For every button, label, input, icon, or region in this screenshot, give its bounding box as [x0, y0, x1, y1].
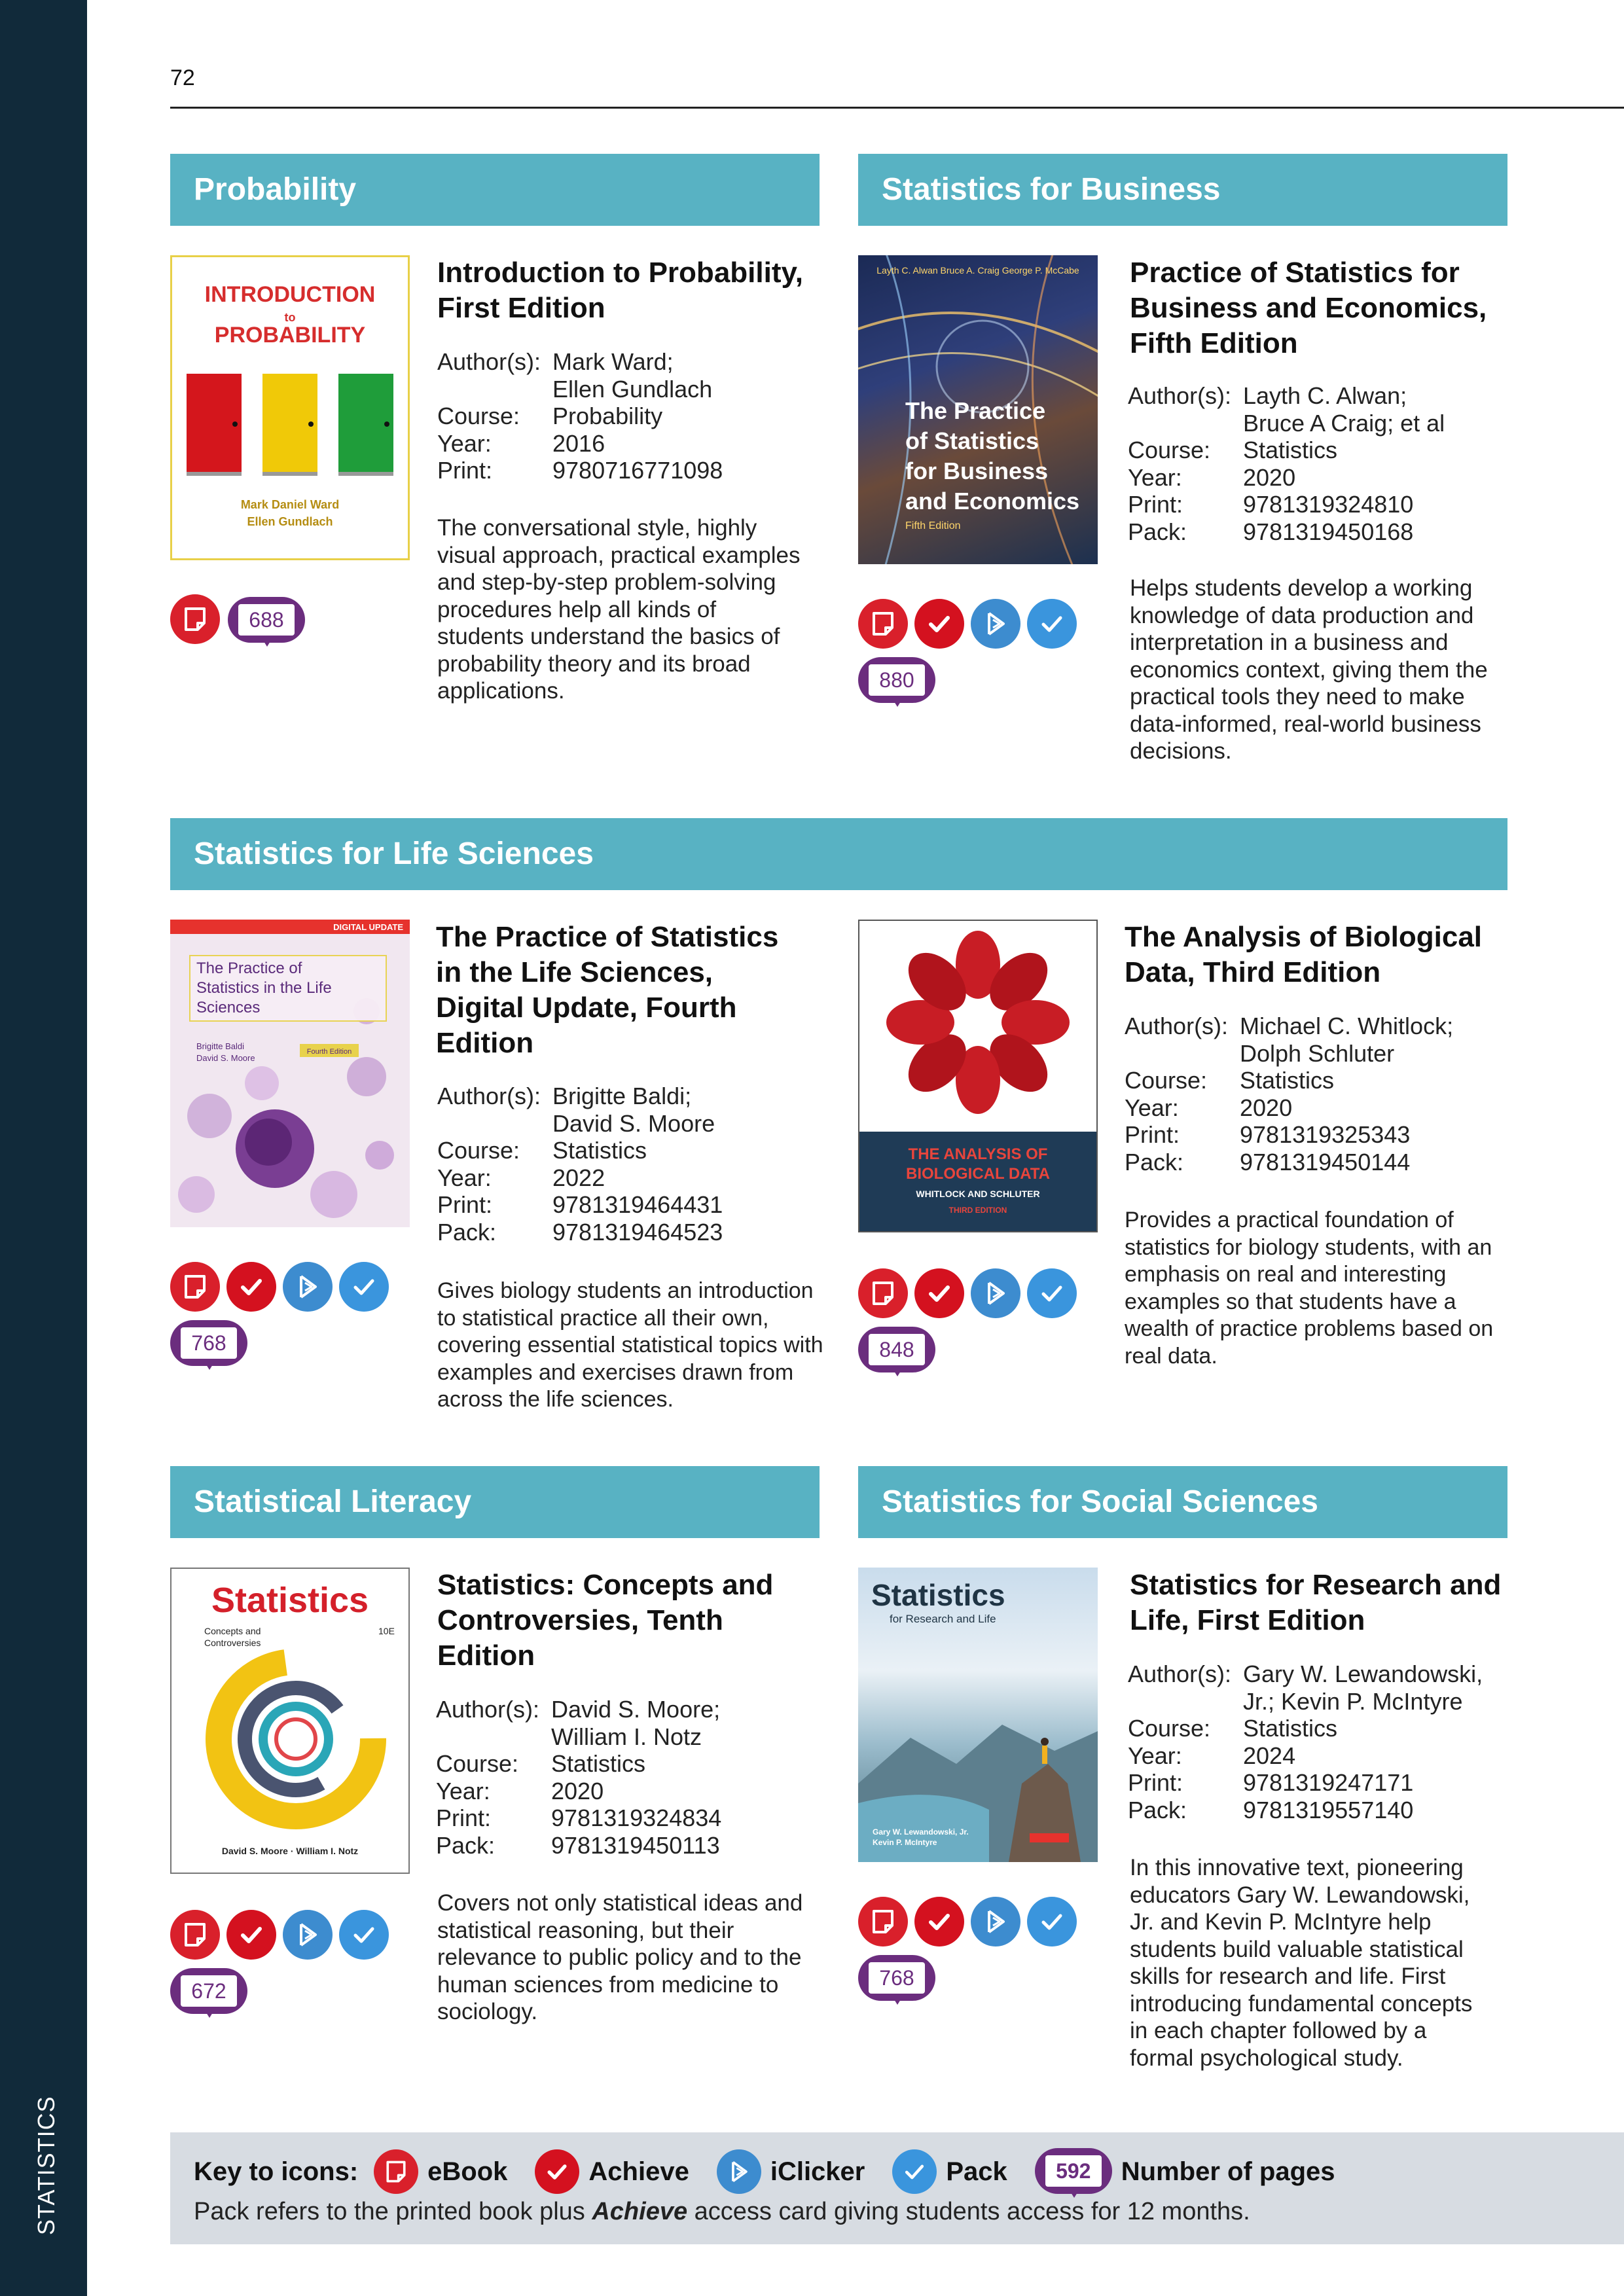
butterfly-ring [886, 931, 1070, 1114]
cover-title-line1: THE ANALYSIS OF [908, 1145, 1048, 1163]
author2: William I. Notz [551, 1723, 702, 1750]
key-pack-label: Pack [946, 2157, 1007, 2186]
book-meta-biological-data [1125, 1013, 1517, 1175]
year: 2020 [1240, 1094, 1293, 1121]
cover-title-line3: PROBABILITY [214, 323, 366, 348]
cover-art [171, 1569, 408, 1873]
cover-title-line1: Statistics [871, 1578, 1005, 1612]
page-count-badge-social-sciences [858, 1955, 935, 2007]
author1: Gary W. Lewandowski, [1243, 1660, 1483, 1687]
label-print: Print: [437, 1191, 493, 1218]
key-heading: Key to icons: [194, 2157, 359, 2186]
pack-icon[interactable] [1027, 599, 1077, 649]
cover-art [858, 255, 1098, 564]
achieve-icon[interactable] [914, 1897, 964, 1946]
label-pack: Pack: [436, 1831, 496, 1859]
page-count: 848 [869, 1334, 925, 1365]
page-count-badge-business [858, 657, 935, 709]
pack-icon[interactable] [339, 1262, 389, 1312]
label-print: Print: [1125, 1121, 1180, 1148]
achieve-icon[interactable] [914, 1268, 964, 1318]
book-title-business[interactable]: Practice of Statistics for Business and Economics, Fifth Edition [1130, 257, 1487, 359]
course: Statistics [552, 1137, 647, 1164]
section-banner-social-sciences: Statistics for Social Sciences [858, 1466, 1507, 1538]
cover-edition: Fifth Edition [905, 520, 961, 531]
concentric-rings [219, 1662, 373, 1816]
cover-author2: Kevin P. McIntyre [873, 1838, 937, 1847]
print-isbn: 9781319464431 [552, 1191, 723, 1218]
page-count: 688 [238, 604, 295, 636]
label-authors: Author(s): [437, 348, 541, 375]
iclicker-icon[interactable] [283, 1910, 333, 1960]
page-count: 880 [869, 664, 925, 696]
cover-title-line2: of Statistics [905, 427, 1039, 454]
cover-title-line2: for Research and Life [890, 1613, 996, 1625]
cover-author1: Mark Daniel Ward [240, 498, 340, 511]
book-cover-probability[interactable] [170, 255, 410, 560]
label-course: Course: [1128, 437, 1211, 463]
label-year: Year: [1125, 1094, 1179, 1121]
ebook-icon [374, 2149, 418, 2194]
label-course: Course: [1125, 1067, 1208, 1094]
label-year: Year: [1128, 1742, 1182, 1769]
iclicker-icon[interactable] [283, 1262, 333, 1312]
print-isbn: 9781319325343 [1240, 1121, 1411, 1148]
label-authors: Author(s): [436, 1696, 540, 1723]
book-meta-business [1128, 382, 1521, 545]
label-print: Print: [436, 1804, 492, 1831]
header-rule [170, 107, 1624, 109]
achieve-icon[interactable] [226, 1262, 276, 1312]
pack-isbn: 9781319450144 [1240, 1148, 1411, 1175]
author1: Brigitte Baldi; [552, 1083, 692, 1109]
book-meta-literacy [436, 1696, 822, 1859]
author1: Mark Ward; [552, 348, 674, 375]
page-count: 768 [869, 1962, 925, 1994]
label-print: Print: [1128, 491, 1183, 518]
pack-icon[interactable] [1027, 1897, 1077, 1946]
book-cover-literacy[interactable] [170, 1568, 410, 1874]
year: 2022 [552, 1164, 605, 1191]
cover-title-line3: Sciences [196, 999, 261, 1016]
icon-row-life-sciences [170, 1262, 389, 1312]
book-title-social-sciences[interactable]: Statistics for Research and Life, First Edition [1130, 1569, 1502, 1636]
book-description-life-sciences: Gives biology students an introduction to statistical practice all their own, covering essential statistical topics with examples and exercises drawn from across the life sciences. [437, 1278, 823, 1412]
label-course: Course: [436, 1750, 519, 1777]
cover-title-line2: Statistics in the Life [196, 979, 332, 997]
section-banner-life-sciences: Statistics for Life Sciences [170, 818, 1507, 890]
key-ebook-label: eBook [427, 2157, 508, 2186]
page-count: 672 [181, 1975, 237, 2007]
print-isbn: 9781319324810 [1243, 491, 1414, 518]
book-meta-social-sciences [1128, 1660, 1521, 1823]
section-banner-literacy: Statistical Literacy [170, 1466, 820, 1538]
cover-title-line1: The Practice of [196, 960, 302, 977]
cover-authors: WHITLOCK AND SCHLUTER [916, 1189, 1040, 1199]
cover-art [170, 920, 410, 1227]
iclicker-icon[interactable] [971, 1897, 1020, 1946]
label-print: Print: [1128, 1769, 1183, 1796]
book-cover-business[interactable] [858, 255, 1098, 564]
cover-title-line1: INTRODUCTION [204, 282, 376, 307]
cover-title-line2: Concepts and [204, 1626, 261, 1636]
icon-row-social-sciences [858, 1897, 1077, 1946]
icon-row-business [858, 599, 1077, 649]
label-year: Year: [436, 1777, 490, 1804]
book-cover-biological-data[interactable] [858, 920, 1098, 1232]
cover-title-line3: for Business [905, 457, 1049, 484]
author1: David S. Moore; [551, 1696, 721, 1723]
cover-title-line1: Statistics [211, 1581, 369, 1620]
key-note-end: access card giving students access for 12 months. [687, 2198, 1250, 2225]
ebook-icon[interactable] [858, 1897, 908, 1946]
achieve-icon[interactable] [914, 599, 964, 649]
achieve-icon[interactable] [226, 1910, 276, 1960]
iclicker-icon[interactable] [971, 599, 1020, 649]
author2: Bruce A Craig; et al [1243, 409, 1445, 437]
cover-authors: Layth C. Alwan Bruce A. Craig George P. McCabe [876, 265, 1079, 276]
pack-icon [892, 2149, 937, 2194]
author1: Layth C. Alwan; [1243, 382, 1407, 409]
ebook-icon[interactable] [170, 1262, 220, 1312]
print-isbn: 9781319247171 [1243, 1769, 1414, 1796]
label-authors: Author(s): [1125, 1013, 1229, 1039]
label-course: Course: [437, 403, 520, 429]
page-count: 768 [181, 1327, 237, 1359]
book-meta-life-sciences [437, 1083, 804, 1246]
page-count-badge-literacy [170, 1968, 247, 2020]
section-banner-probability: Probability [170, 154, 820, 226]
cover-author2: Ellen Gundlach [247, 515, 333, 528]
key-achieve-label: Achieve [588, 2157, 689, 2186]
ebook-icon[interactable] [170, 1910, 220, 1960]
key-note [194, 2198, 1250, 2226]
print-isbn: 9780716771098 [552, 457, 723, 484]
pack-icon[interactable] [339, 1910, 389, 1960]
cover-author1: Brigitte Baldi [196, 1041, 244, 1051]
key-pages-badge [1035, 2148, 1112, 2200]
book-description-business: Helps students develop a working knowledge of data production and interpretation in a business and economics context, giving them the practical tools they need to make data-informed, real-world business decisions. [1130, 575, 1488, 764]
cover-edition: THIRD EDITION [948, 1206, 1007, 1215]
label-year: Year: [437, 429, 492, 457]
section-banner-business: Statistics for Business [858, 154, 1507, 226]
book-cover-social-sciences[interactable] [858, 1568, 1098, 1862]
course: Statistics [551, 1750, 646, 1777]
print-isbn: 9781319324834 [551, 1804, 722, 1831]
sidebar [0, 0, 87, 2296]
icon-key-box [170, 2132, 1624, 2244]
cover-art [172, 257, 408, 558]
cover-edition: Fourth Edition [306, 1048, 352, 1056]
iclicker-icon[interactable] [971, 1268, 1020, 1318]
page-count-badge-biological-data [858, 1327, 935, 1379]
book-description-biological-data: Provides a practical foundation of statistics for biology students, with an emphasis on real and interesting examples so that students have a wealth of practice problems based on real data. [1125, 1208, 1494, 1369]
icon-row-biological-data [858, 1268, 1077, 1318]
book-meta-probability [437, 348, 823, 484]
cover-edition: 10E [378, 1626, 395, 1636]
author2: Dolph Schluter [1240, 1039, 1395, 1067]
label-authors: Author(s): [437, 1083, 541, 1109]
course: Probability [552, 403, 663, 429]
pack-isbn: 9781319450113 [551, 1831, 720, 1859]
icon-row-probability [170, 594, 220, 644]
author2: Ellen Gundlach [552, 375, 713, 403]
cover-art [859, 921, 1096, 1231]
pack-isbn: 9781319450168 [1243, 518, 1414, 545]
author1: Michael C. Whitlock; [1240, 1013, 1454, 1039]
year: 2016 [552, 429, 605, 457]
label-course: Course: [437, 1137, 520, 1164]
cover-tag: DIGITAL UPDATE [333, 922, 403, 932]
year: 2020 [1243, 463, 1296, 491]
author2: David S. Moore [552, 1109, 715, 1137]
key-note-emphasis: Achieve [592, 2198, 688, 2225]
year: 2020 [551, 1777, 604, 1804]
label-pack: Pack: [1128, 1796, 1187, 1823]
pack-isbn: 9781319557140 [1243, 1796, 1414, 1823]
year: 2024 [1243, 1742, 1296, 1769]
icon-row-literacy [170, 1910, 389, 1960]
cover-title-line1: The Practice [905, 397, 1046, 424]
label-authors: Author(s): [1128, 382, 1232, 409]
book-cover-life-sciences[interactable] [170, 920, 410, 1227]
book-title-probability[interactable]: Introduction to Probability, First Edition [437, 257, 803, 324]
pack-icon[interactable] [1027, 1268, 1077, 1318]
page-count-badge-probability [228, 597, 305, 649]
label-pack: Pack: [437, 1218, 497, 1246]
cover-author2: David S. Moore [196, 1053, 255, 1063]
book-title-literacy[interactable]: Statistics: Concepts and Controversies, Tenth Edition [437, 1569, 774, 1672]
label-course: Course: [1128, 1715, 1211, 1742]
iclicker-icon [717, 2149, 761, 2194]
label-pack: Pack: [1128, 518, 1187, 545]
cover-art [858, 1568, 1098, 1862]
cover-authors: David S. Moore · William I. Notz [221, 1846, 359, 1856]
icon-key-row [194, 2145, 1363, 2198]
key-pages-label: Number of pages [1121, 2157, 1335, 2186]
cover-title-line3: Controversies [204, 1638, 261, 1648]
author2: Jr.; Kevin P. McIntyre [1243, 1687, 1463, 1715]
key-note-start: Pack refers to the printed book plus [194, 2198, 592, 2225]
book-description-literacy: Covers not only statistical ideas and statistical reasoning, but their relevance to public policy and to the human sciences from medicine to sociology. [437, 1890, 803, 2024]
label-print: Print: [437, 457, 493, 484]
book-description-social-sciences: In this innovative text, pioneering educators Gary W. Lewandowski, Jr. and Kevin P. McIntyre help students build valuable statistical skills for research and life. First introducing fundamental concepts in each chapter followed by a formal psychological study. [1130, 1855, 1473, 2071]
key-sample-pages: 592 [1045, 2155, 1102, 2187]
cover-title-line4: and Economics [905, 488, 1080, 514]
ebook-icon[interactable] [170, 594, 220, 644]
achieve-icon [535, 2149, 579, 2194]
cover-author1: Gary W. Lewandowski, Jr. [873, 1827, 969, 1837]
course: Statistics [1243, 437, 1338, 463]
book-title-life-sciences[interactable]: The Practice of Statistics in the Life Sciences, Digital Update, Fourth Edition [436, 921, 779, 1059]
page-number: 72 [170, 65, 195, 90]
label-pack: Pack: [1125, 1148, 1184, 1175]
ebook-icon[interactable] [858, 599, 908, 649]
cover-title-line2: BIOLOGICAL DATA [906, 1165, 1050, 1183]
course: Statistics [1243, 1715, 1338, 1742]
pack-isbn: 9781319464523 [552, 1218, 723, 1246]
course: Statistics [1240, 1067, 1335, 1094]
key-iclicker-label: iClicker [770, 2157, 865, 2186]
cover-title-line2: to [284, 311, 296, 324]
ebook-icon[interactable] [858, 1268, 908, 1318]
page-count-badge-life-sciences [170, 1320, 247, 1372]
book-description-probability: The conversational style, highly visual approach, practical examples and step-by-step problem-solving procedures help all kinds of students understand the basics of probability theory and its broad applications. [437, 515, 801, 704]
label-year: Year: [437, 1164, 492, 1191]
label-year: Year: [1128, 463, 1182, 491]
label-authors: Author(s): [1128, 1660, 1232, 1687]
book-title-biological-data[interactable]: The Analysis of Biological Data, Third Edition [1125, 921, 1483, 988]
